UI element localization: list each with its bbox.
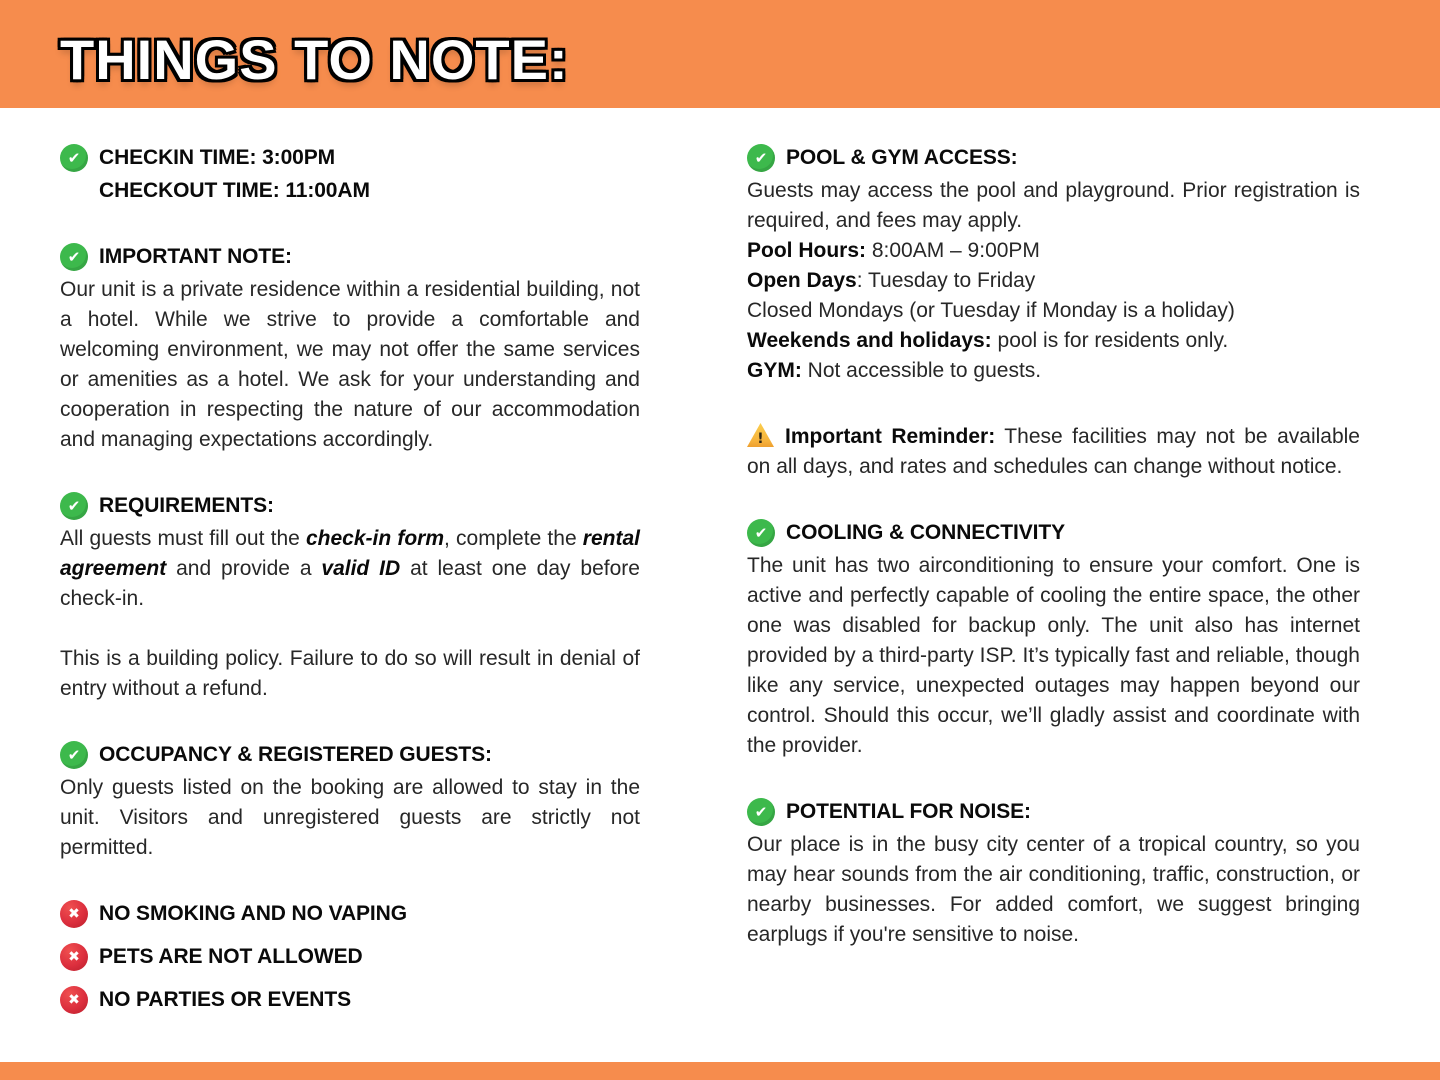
- section-no-parties-or-events: [60, 985, 640, 1015]
- section-heading: [747, 518, 1360, 548]
- text-run: rental agreement: [60, 527, 640, 580]
- cross-icon: ✖: [60, 900, 88, 928]
- warning-exclamation: !: [757, 431, 764, 447]
- section-title: POOL & GYM ACCESS:: [786, 146, 1018, 169]
- text-run: 8:00AM – 9:00PM: [866, 239, 1040, 262]
- section-paragraph: [747, 422, 1360, 482]
- section-title: NO SMOKING AND NO VAPING: [99, 902, 407, 925]
- text-run: : Tuesday to Friday: [856, 269, 1036, 292]
- text-run: Only guests listed on the booking are allowed to stay in the unit. Visitors and unregistered guests are strictly not permitted.: [60, 776, 640, 859]
- footer-bar: [0, 1062, 1440, 1080]
- section-title: NO PARTIES OR EVENTS: [99, 988, 351, 1011]
- section-heading: [60, 942, 640, 972]
- section-title: OCCUPANCY & REGISTERED GUESTS:: [99, 743, 492, 766]
- section-paragraph: [60, 644, 640, 704]
- section-heading: [60, 985, 640, 1015]
- section-paragraph: [60, 275, 640, 455]
- section-pets-not-allowed: [60, 942, 640, 972]
- section-title: CHECKIN TIME: 3:00PM: [99, 146, 336, 169]
- section-occupancy-registered-guests: [60, 740, 640, 863]
- text-run: Guests may access the pool and playground. Prior registration is required, and fees may apply.: [747, 179, 1360, 232]
- text-run: and provide a: [166, 557, 322, 580]
- section-no-smoking-no-vaping: [60, 899, 640, 929]
- section-paragraph: [747, 236, 1360, 266]
- check-icon: ✔: [60, 144, 88, 172]
- text-run: Closed Mondays (or Tuesday if Monday is a holiday): [747, 299, 1235, 322]
- section-heading: [60, 740, 640, 770]
- check-icon: ✔: [60, 492, 88, 520]
- section-heading: [60, 242, 640, 272]
- check-icon: ✔: [60, 741, 88, 769]
- section-paragraph: [60, 524, 640, 614]
- section-title: REQUIREMENTS:: [99, 494, 274, 517]
- section-paragraph: [747, 551, 1360, 761]
- page-title: THINGS TO NOTE:: [60, 27, 569, 91]
- text-run: Our place is in the busy city center of a tropical country, so you may hear sounds from the air conditioning, traffic, construction, or nearby businesses. For added comfort, we suggest bringing earplugs if you're sensitive to noise.: [747, 833, 1360, 946]
- text-run: valid ID: [321, 557, 401, 580]
- right-column: [747, 143, 1360, 1028]
- check-icon: ✔: [747, 144, 775, 172]
- text-run: Important Reminder:: [785, 425, 996, 448]
- check-icon: ✔: [747, 798, 775, 826]
- section-paragraph: [60, 773, 640, 863]
- section-paragraph: [747, 266, 1360, 296]
- section-heading: [747, 797, 1360, 827]
- header-banner: [0, 0, 1440, 108]
- section-paragraph: [747, 326, 1360, 356]
- left-column: [60, 143, 640, 1028]
- text-run: pool is for residents only.: [991, 329, 1229, 352]
- section-heading: [747, 143, 1360, 173]
- cross-icon: ✖: [60, 943, 88, 971]
- section-cooling-connectivity: [747, 518, 1360, 761]
- section-title: IMPORTANT NOTE:: [99, 245, 292, 268]
- text-run: check-in form: [305, 527, 445, 550]
- content: [0, 108, 1440, 1028]
- check-icon: ✔: [60, 243, 88, 271]
- text-run: Pool Hours:: [747, 239, 866, 262]
- section-paragraph: [747, 830, 1360, 950]
- text-run: , complete the: [444, 527, 583, 550]
- section-potential-for-noise: [747, 797, 1360, 950]
- section-paragraph: [747, 296, 1360, 326]
- section-heading: [60, 899, 640, 929]
- check-icon: ✔: [747, 519, 775, 547]
- text-run: at least one day before check-in.: [60, 557, 640, 610]
- section-heading: [60, 491, 640, 521]
- section-title: POTENTIAL FOR NOISE:: [786, 800, 1031, 823]
- text-run: This is a building policy. Failure to do so will result in denial of entry without a refund.: [60, 647, 640, 700]
- text-run: Open Days: [747, 269, 857, 292]
- text-run: Weekends and holidays:: [747, 329, 992, 352]
- text-run: Not accessible to guests.: [801, 359, 1042, 382]
- section-requirements: [60, 491, 640, 704]
- text-run: GYM:: [747, 359, 802, 382]
- section-important-reminder: [747, 422, 1360, 482]
- section-title: PETS ARE NOT ALLOWED: [99, 945, 363, 968]
- section-paragraph: [747, 356, 1360, 386]
- section-title: COOLING & CONNECTIVITY: [786, 521, 1065, 544]
- text-run: Our unit is a private residence within a residential building, not a hotel. While we strive to provide a comfortable and welcoming environment, we may not offer the same services or amenities as a hotel. We ask for your understanding and cooperation in respecting the nature of our accommodation and managing expectations accordingly.: [60, 278, 640, 451]
- cross-icon: ✖: [60, 986, 88, 1014]
- section-title-line2: CHECKOUT TIME: 11:00AM: [99, 179, 370, 202]
- section-checkin-checkout: [60, 143, 640, 206]
- section-important-note: [60, 242, 640, 455]
- text-run: The unit has two airconditioning to ensure your comfort. One is active and perfectly capable of cooling the entire space, the other one was disabled for backup only. The unit also has internet provided by a third-party ISP. It’s typically fast and reliable, though like any service, unexpected outages may happen beyond our control. Should this occur, we’ll gladly assist and coordinate with the provider.: [747, 554, 1360, 757]
- section-heading: [60, 143, 640, 173]
- section-pool-gym-access: [747, 143, 1360, 386]
- warning-icon: [747, 423, 774, 447]
- text-run: These facilities may not be available on all days, and rates and schedules can change without notice.: [747, 425, 1360, 478]
- section-paragraph: [747, 176, 1360, 236]
- text-run: All guests must fill out the: [60, 527, 306, 550]
